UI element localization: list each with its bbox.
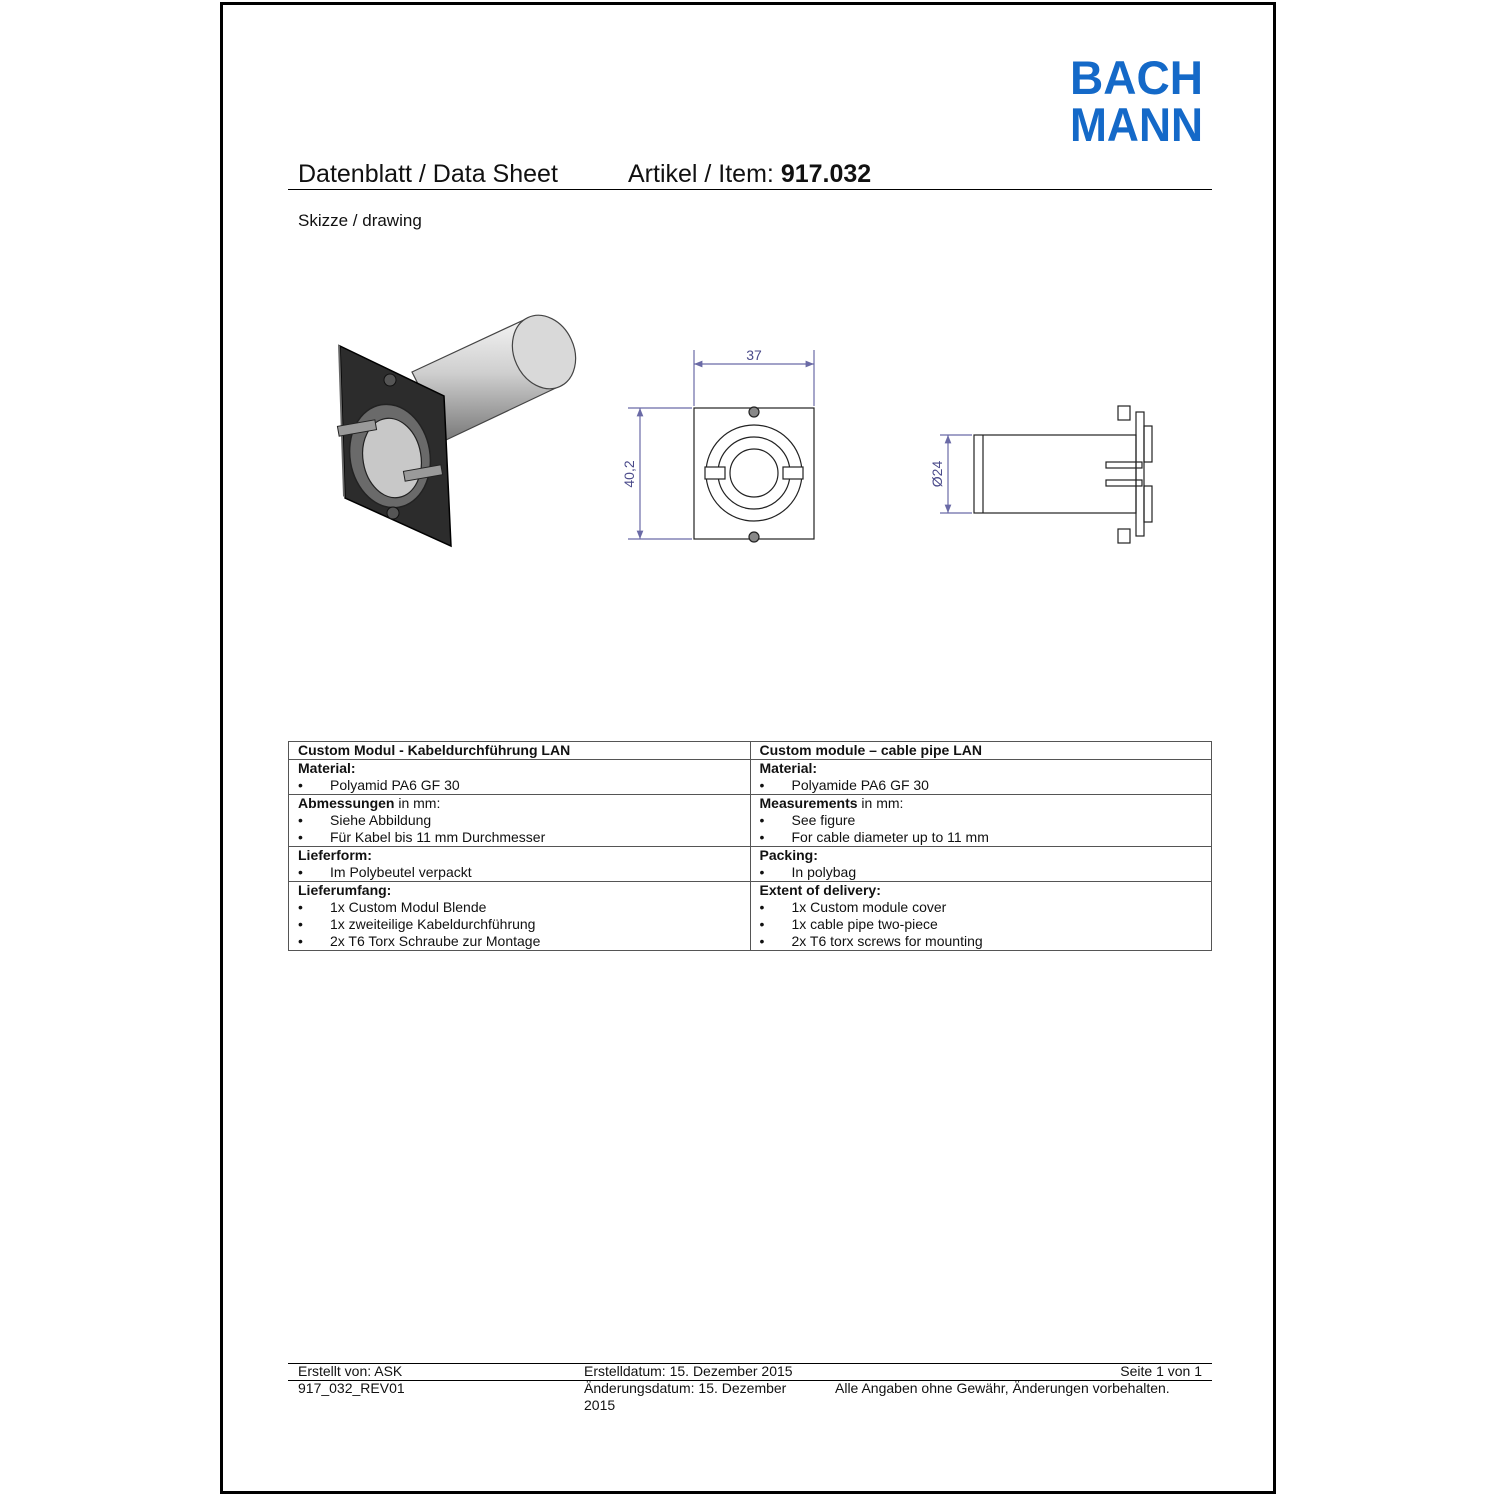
item-text: 1x zweiteilige Kabeldurchführung — [330, 916, 536, 932]
doc-title: Datenblatt / Data Sheet — [298, 160, 558, 188]
bachmann-logo — [1070, 52, 1205, 144]
cell-label — [298, 795, 741, 812]
bullet: • — [298, 777, 303, 793]
cell-label: Extent of delivery: — [759, 882, 881, 898]
page-number: Seite 1 von 1 — [1120, 1363, 1202, 1379]
bullet: • — [759, 829, 765, 845]
bullet: • — [298, 812, 303, 828]
list-item — [760, 829, 1203, 846]
label-bold: Abmessungen — [298, 795, 395, 811]
dims-en — [750, 795, 1212, 847]
list-item — [298, 899, 741, 916]
bullet: • — [759, 933, 765, 949]
cell-label: Lieferform: — [298, 847, 372, 863]
list-item — [760, 899, 1203, 916]
bullet: • — [298, 916, 303, 932]
item-number: 917.032 — [780, 160, 872, 188]
item-text: In polybag — [791, 864, 857, 880]
front-view — [628, 350, 814, 542]
header-rule — [288, 189, 1212, 190]
item-text: Polyamid PA6 GF 30 — [330, 777, 460, 793]
changed-date-line1: Änderungsdatum: 15. Dezember — [584, 1380, 787, 1396]
cell-label — [760, 795, 1203, 812]
list-item — [298, 916, 741, 933]
list-item — [760, 916, 1203, 933]
label-suffix: in mm: — [394, 795, 441, 811]
dims-de — [289, 795, 751, 847]
item-text: 2x T6 torx screws for mounting — [791, 933, 983, 949]
logo-line1: BACH — [1070, 52, 1203, 104]
changed-date-line2: 2015 — [584, 1397, 616, 1413]
list-item — [298, 777, 741, 794]
item-text: Siehe Abbildung — [330, 812, 432, 828]
item-text: 2x T6 Torx Schraube zur Montage — [330, 933, 541, 949]
list-item — [760, 864, 1203, 881]
list-item — [760, 777, 1203, 794]
scope-en — [750, 882, 1212, 951]
table-row — [289, 795, 1212, 847]
item-text: 1x Custom module cover — [791, 899, 947, 915]
isometric-view — [337, 305, 587, 546]
material-en — [750, 760, 1212, 795]
changed-date — [584, 1380, 786, 1414]
list-item — [298, 829, 741, 846]
item-text: Für Kabel bis 11 mm Durchmesser — [330, 829, 546, 845]
table-row — [289, 882, 1212, 951]
item-title — [628, 160, 871, 189]
cell-label: Material: — [759, 760, 818, 776]
bullet: • — [759, 864, 765, 880]
cell-label: Packing: — [759, 847, 818, 863]
bullet: • — [759, 916, 765, 932]
bullet: • — [298, 829, 303, 845]
scope-de — [289, 882, 751, 951]
title-en: Custom module – cable pipe LAN — [750, 742, 1212, 760]
material-de — [289, 760, 751, 795]
logo-line2: MANN — [1070, 98, 1203, 144]
label-suffix: in mm: — [857, 795, 904, 811]
list-item — [760, 933, 1203, 950]
bullet: • — [759, 812, 765, 828]
dim-width-label: 37 — [746, 347, 762, 363]
cell-label: Material: — [298, 760, 356, 776]
bullet: • — [759, 899, 765, 915]
list-item — [298, 812, 741, 829]
item-text: Polyamide PA6 GF 30 — [791, 777, 929, 793]
item-text: For cable diameter up to 11 mm — [791, 829, 989, 845]
bullet: • — [759, 777, 765, 793]
bullet: • — [298, 864, 303, 880]
created-by: Erstellt von: ASK — [298, 1363, 403, 1379]
technical-drawing — [320, 300, 1180, 560]
disclaimer: Alle Angaben ohne Gewähr, Änderungen vorbehalten. — [835, 1380, 1170, 1396]
dim-diameter-label: Ø24 — [929, 460, 945, 488]
bullet: • — [298, 933, 303, 949]
dim-height-label: 40,2 — [621, 460, 637, 488]
table-row — [289, 742, 1212, 760]
label-bold: Measurements — [759, 795, 858, 811]
list-item — [760, 812, 1203, 829]
side-view — [940, 406, 1152, 543]
doc-id: 917_032_REV01 — [298, 1380, 405, 1396]
item-text: Im Polybeutel verpackt — [330, 864, 472, 880]
item-text: 1x Custom Modul Blende — [330, 899, 487, 915]
table-row — [289, 760, 1212, 795]
spec-table — [288, 741, 1212, 951]
item-prefix: Artikel / Item: — [628, 160, 781, 188]
item-text: See figure — [791, 812, 856, 828]
bullet: • — [298, 899, 303, 915]
cell-label: Lieferumfang: — [298, 882, 392, 898]
table-row — [289, 847, 1212, 882]
item-text: 1x cable pipe two-piece — [791, 916, 938, 932]
form-en — [750, 847, 1212, 882]
list-item — [298, 864, 741, 881]
created-date: Erstelldatum: 15. Dezember 2015 — [584, 1363, 793, 1379]
title-de: Custom Modul - Kabeldurchführung LAN — [289, 742, 751, 760]
drawing-subtitle: Skizze / drawing — [298, 211, 422, 230]
form-de — [289, 847, 751, 882]
list-item — [298, 933, 741, 950]
